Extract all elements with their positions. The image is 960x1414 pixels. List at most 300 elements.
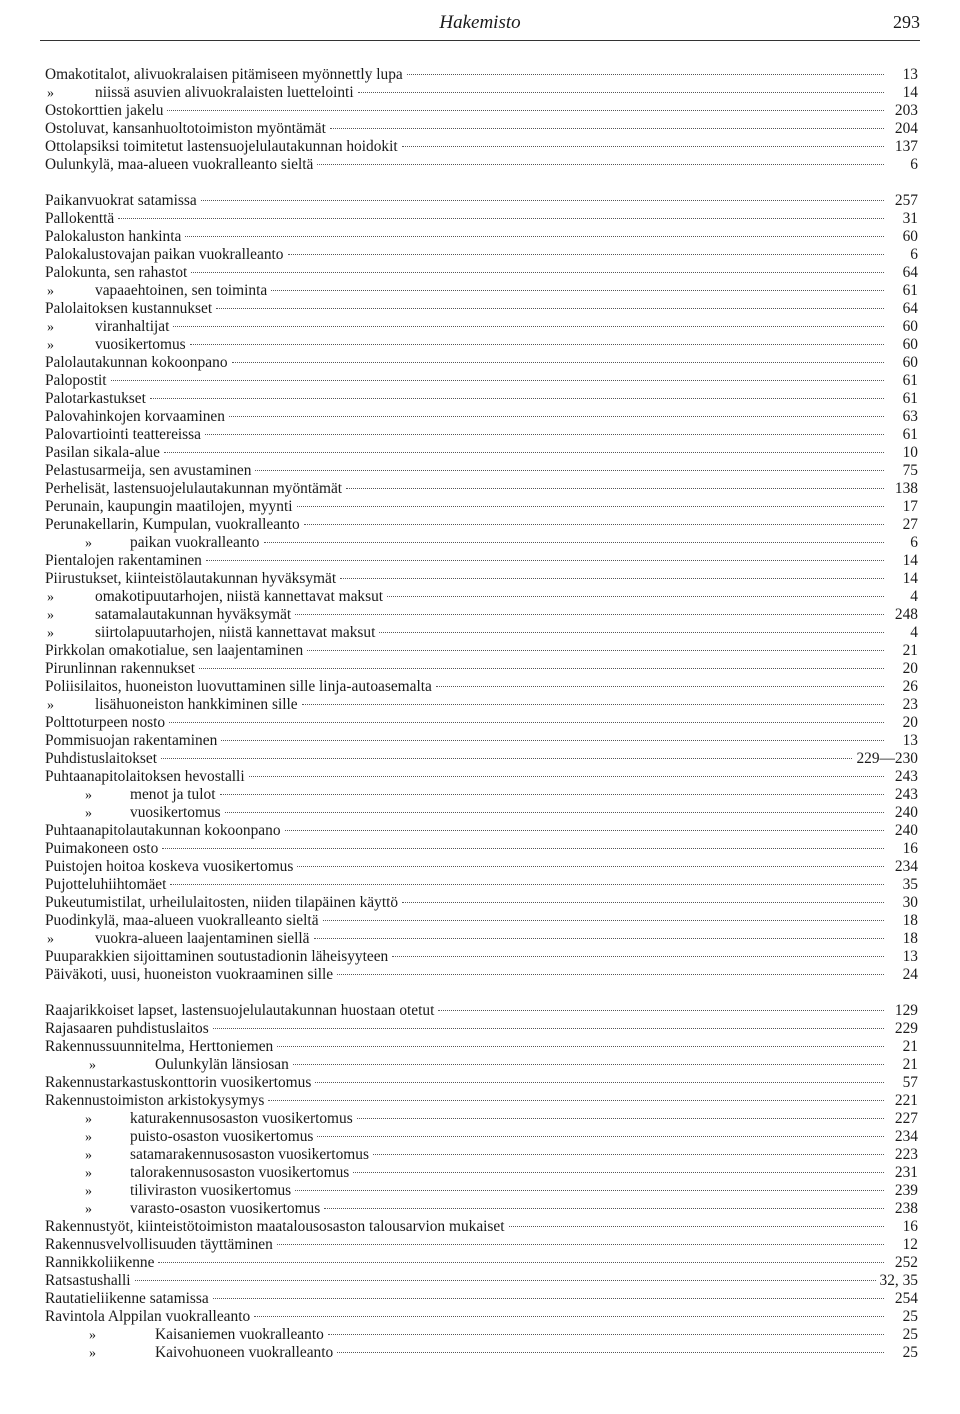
dot-leader xyxy=(232,362,884,363)
entry-page-number: 60 xyxy=(902,318,918,335)
index-entry xyxy=(45,660,918,678)
index-entry xyxy=(45,426,918,444)
dot-leader xyxy=(285,830,884,831)
index-subentry xyxy=(45,282,918,300)
index-entry xyxy=(45,480,918,498)
index-entry xyxy=(45,372,918,390)
dot-leader xyxy=(315,1082,884,1083)
entry-page-number: 61 xyxy=(902,426,918,443)
entry-label: satamalautakunnan hyväksymät xyxy=(95,606,292,623)
entry-label: paikan vuokralleanto xyxy=(130,534,260,551)
entry-page-number: 21 xyxy=(902,1056,918,1073)
entry-page-number: 14 xyxy=(902,552,918,569)
entry-page-number: 13 xyxy=(902,732,918,749)
entry-label: katurakennusosaston vuosikertomus xyxy=(130,1110,353,1127)
entry-page-number: 25 xyxy=(902,1344,918,1361)
dot-leader xyxy=(118,218,884,219)
index-subentry xyxy=(45,1344,918,1362)
entry-label: Rakennusvelvollisuuden täyttäminen xyxy=(45,1236,273,1253)
index-entry xyxy=(45,912,918,930)
entry-label: Ravintola Alppilan vuokralleanto xyxy=(45,1308,251,1325)
entry-label: Pommisuojan rakentaminen xyxy=(45,732,218,749)
entry-label: vapaaehtoinen, sen toiminta xyxy=(95,282,268,299)
entry-label: Päiväkoti, uusi, huoneiston vuokraaminen sille xyxy=(45,966,334,983)
index-entry xyxy=(45,570,918,588)
index-entry xyxy=(45,1038,918,1056)
index-entry xyxy=(45,228,918,246)
entry-label: Palokalustovajan paikan vuokralleanto xyxy=(45,246,284,263)
ditto-mark: » xyxy=(47,338,54,353)
dot-leader xyxy=(392,956,884,957)
dot-leader xyxy=(220,794,885,795)
entry-page-number: 13 xyxy=(902,948,918,965)
ditto-mark: » xyxy=(47,590,54,605)
entry-page-number: 240 xyxy=(894,822,918,839)
dot-leader xyxy=(264,542,885,543)
entry-page-number: 234 xyxy=(894,858,918,875)
dot-leader xyxy=(304,524,884,525)
index-entry xyxy=(45,1290,918,1308)
index-entry xyxy=(45,210,918,228)
entry-page-number: 4 xyxy=(910,624,918,641)
dot-leader xyxy=(307,650,884,651)
entry-page-number: 17 xyxy=(902,498,918,515)
index-entry xyxy=(45,462,918,480)
entry-page-number: 13 xyxy=(902,66,918,83)
entry-label: Palovahinkojen korvaaminen xyxy=(45,408,225,425)
entry-label: Rakennustyöt, kiinteistötoimiston maatalousosaston talousarvion mukaiset xyxy=(45,1218,505,1235)
index-subentry xyxy=(45,84,918,102)
entry-page-number: 18 xyxy=(902,930,918,947)
dot-leader xyxy=(293,1064,884,1065)
entry-label: Palotarkastukset xyxy=(45,390,146,407)
dot-leader xyxy=(407,74,884,75)
entry-label: vuosikertomus xyxy=(95,336,186,353)
entry-label: siirtolapuutarhojen, niistä kannettavat maksut xyxy=(95,624,376,641)
dot-leader xyxy=(277,1244,884,1245)
dot-leader xyxy=(255,470,884,471)
entry-label: Palovartiointi teattereissa xyxy=(45,426,201,443)
entry-page-number: 60 xyxy=(902,336,918,353)
entry-page-number: 24 xyxy=(902,966,918,983)
ditto-mark: » xyxy=(85,1184,92,1199)
dot-leader xyxy=(402,902,884,903)
dot-leader xyxy=(254,1316,884,1317)
dot-leader xyxy=(295,1190,884,1191)
entry-page-number: 6 xyxy=(910,156,918,173)
dot-leader xyxy=(340,578,884,579)
index-subentry xyxy=(45,336,918,354)
entry-page-number: 257 xyxy=(894,192,918,209)
ditto-mark: » xyxy=(47,86,54,101)
entry-label: Poliisilaitos, huoneiston luovuttaminen sille linja-autoasemalta xyxy=(45,678,432,695)
entry-label: Kaivohuoneen vuokralleanto xyxy=(155,1344,334,1361)
index-entry xyxy=(45,1236,918,1254)
dot-leader xyxy=(297,506,885,507)
entry-label: Ottolapsiksi toimitetut lastensuojelulautakunnan hoidokit xyxy=(45,138,398,155)
index-subentry xyxy=(45,930,918,948)
entry-page-number: 6 xyxy=(910,246,918,263)
ditto-mark: » xyxy=(85,806,92,821)
dot-leader xyxy=(271,290,884,291)
entry-page-number: 12 xyxy=(902,1236,918,1253)
index-subentry xyxy=(45,1182,918,1200)
index-entry xyxy=(45,552,918,570)
ditto-mark: » xyxy=(47,932,54,947)
entry-page-number: 231 xyxy=(894,1164,918,1181)
index-subentry xyxy=(45,1326,918,1344)
entry-page-number: 32, 35 xyxy=(879,1272,918,1289)
index-subentry xyxy=(45,624,918,642)
dot-leader xyxy=(337,1352,884,1353)
entry-page-number: 223 xyxy=(894,1146,918,1163)
entry-page-number: 23 xyxy=(902,696,918,713)
dot-leader xyxy=(357,1118,884,1119)
entry-label: Puimakoneen osto xyxy=(45,840,159,857)
entry-label: vuokra-alueen laajentaminen siellä xyxy=(95,930,310,947)
entry-label: Piirustukset, kiinteistölautakunnan hyväksymät xyxy=(45,570,337,587)
index-entry xyxy=(45,1074,918,1092)
ditto-mark: » xyxy=(47,698,54,713)
entry-label: Puuparakkien sijoittaminen soutustadionin läheisyyteen xyxy=(45,948,389,965)
entry-label: Pujotteluhiihtomäet xyxy=(45,876,167,893)
entry-label: talorakennusosaston vuosikertomus xyxy=(130,1164,350,1181)
dot-leader xyxy=(324,1208,884,1209)
entry-page-number: 137 xyxy=(894,138,918,155)
index-subentry xyxy=(45,534,918,552)
index-entry xyxy=(45,354,918,372)
entry-label: Polttoturpeen nosto xyxy=(45,714,166,731)
entry-page-number: 60 xyxy=(902,354,918,371)
entry-label: Palokunta, sen rahastot xyxy=(45,264,188,281)
dot-leader xyxy=(268,1100,884,1101)
dot-leader xyxy=(169,722,884,723)
entry-page-number: 60 xyxy=(902,228,918,245)
entry-label: Palopostit xyxy=(45,372,107,389)
entry-label: lisähuoneiston hankkiminen sille xyxy=(95,696,298,713)
dot-leader xyxy=(216,308,884,309)
index-subentry xyxy=(45,1146,918,1164)
entry-page-number: 16 xyxy=(902,840,918,857)
entry-page-number: 25 xyxy=(902,1308,918,1325)
dot-leader xyxy=(509,1226,884,1227)
page-number: 293 xyxy=(893,12,920,32)
entry-label: satamarakennusosaston vuosikertomus xyxy=(130,1146,369,1163)
entry-label: Oulunkylän länsiosan xyxy=(155,1056,289,1073)
entry-page-number: 238 xyxy=(894,1200,918,1217)
dot-leader xyxy=(221,740,884,741)
entry-page-number: 75 xyxy=(902,462,918,479)
entry-label: menot ja tulot xyxy=(130,786,216,803)
entry-label: Perunain, kaupungin maatilojen, myynti xyxy=(45,498,293,515)
ditto-mark: » xyxy=(85,1148,92,1163)
index-entry xyxy=(45,516,918,534)
dot-leader xyxy=(387,596,884,597)
index-entry xyxy=(45,390,918,408)
dot-leader xyxy=(170,884,884,885)
dot-leader xyxy=(288,254,885,255)
index-entry xyxy=(45,156,918,174)
entry-page-number: 27 xyxy=(902,516,918,533)
entry-label: Palolautakunnan kokoonpano xyxy=(45,354,228,371)
index-entry xyxy=(45,948,918,966)
index-entry xyxy=(45,822,918,840)
entry-label: Raajarikkoiset lapset, lastensuojelulautakunnan huostaan otetut xyxy=(45,1002,435,1019)
entry-label: Rakennussuunnitelma, Herttoniemen xyxy=(45,1038,274,1055)
page-header xyxy=(40,8,920,36)
entry-label: Omakotitalot, alivuokralaisen pitämiseen myönnettly lupa xyxy=(45,66,403,83)
entry-label: Perhelisät, lastensuojelulautakunnan myöntämät xyxy=(45,480,343,497)
dot-leader xyxy=(358,92,884,93)
dot-leader xyxy=(402,146,884,147)
entry-page-number: 138 xyxy=(894,480,918,497)
entry-label: Ratsastushalli xyxy=(45,1272,131,1289)
dot-leader xyxy=(277,1046,884,1047)
entry-label: Puistojen hoitoa koskeva vuosikertomus xyxy=(45,858,294,875)
dot-leader xyxy=(150,398,884,399)
index-entry xyxy=(45,1020,918,1038)
dot-leader xyxy=(302,704,884,705)
entry-page-number: 14 xyxy=(902,570,918,587)
dot-leader xyxy=(379,632,884,633)
entry-page-number: 35 xyxy=(902,876,918,893)
entry-page-number: 240 xyxy=(894,804,918,821)
entry-page-number: 64 xyxy=(902,264,918,281)
dot-leader xyxy=(111,380,884,381)
ditto-mark: » xyxy=(47,284,54,299)
entry-page-number: 234 xyxy=(894,1128,918,1145)
dot-leader xyxy=(317,164,884,165)
entry-page-number: 20 xyxy=(902,714,918,731)
entry-page-number: 204 xyxy=(894,120,918,137)
ditto-mark: » xyxy=(89,1346,96,1361)
index-entry xyxy=(45,1002,918,1020)
dot-leader xyxy=(158,1262,884,1263)
index-entry xyxy=(45,714,918,732)
index-entry xyxy=(45,642,918,660)
entry-label: Puhtaanapitolautakunnan kokoonpano xyxy=(45,822,281,839)
entry-page-number: 227 xyxy=(894,1110,918,1127)
entry-page-number: 16 xyxy=(902,1218,918,1235)
dot-leader xyxy=(436,686,884,687)
dot-leader xyxy=(330,128,884,129)
index-entry xyxy=(45,246,918,264)
entry-label: omakotipuutarhojen, niistä kannettavat maksut xyxy=(95,588,384,605)
entry-label: Pelastusarmeija, sen avustaminen xyxy=(45,462,252,479)
entry-page-number: 243 xyxy=(894,786,918,803)
index-entry xyxy=(45,66,918,84)
index-subentry xyxy=(45,588,918,606)
dot-leader xyxy=(213,1298,884,1299)
entry-page-number: 252 xyxy=(894,1254,918,1271)
index-subentry xyxy=(45,786,918,804)
index-entry xyxy=(45,1254,918,1272)
entry-page-number: 21 xyxy=(902,1038,918,1055)
index-entry xyxy=(45,768,918,786)
ditto-mark: » xyxy=(85,536,92,551)
ditto-mark: » xyxy=(47,320,54,335)
dot-leader xyxy=(161,758,852,759)
index-subentry xyxy=(45,804,918,822)
running-title: Hakemisto xyxy=(439,12,521,33)
dot-leader xyxy=(206,560,884,561)
entry-label: Rajasaaren puhdistuslaitos xyxy=(45,1020,209,1037)
index-entry xyxy=(45,732,918,750)
entry-page-number: 61 xyxy=(902,390,918,407)
entry-label: Kaisaniemen vuokralleanto xyxy=(155,1326,324,1343)
index-entry xyxy=(45,120,918,138)
dot-leader xyxy=(185,236,884,237)
entry-label: Palolaitoksen kustannukset xyxy=(45,300,213,317)
index-entry xyxy=(45,138,918,156)
entry-label: Pukeutumistilat, urheilulaitosten, niiden tilapäinen käyttö xyxy=(45,894,399,911)
dot-leader xyxy=(337,974,884,975)
entry-label: Pallokenttä xyxy=(45,210,115,227)
entry-label: Pasilan sikala-alue xyxy=(45,444,160,461)
ditto-mark: » xyxy=(89,1058,96,1073)
entry-page-number: 239 xyxy=(894,1182,918,1199)
ditto-mark: » xyxy=(85,1166,92,1181)
entry-label: vuosikertomus xyxy=(130,804,221,821)
entry-page-number: 18 xyxy=(902,912,918,929)
dot-leader xyxy=(229,416,884,417)
entry-label: Ostokorttien jakelu xyxy=(45,102,164,119)
entry-label: Rannikkoliikenne xyxy=(45,1254,155,1271)
dot-leader xyxy=(205,434,884,435)
entry-page-number: 63 xyxy=(902,408,918,425)
index-entry xyxy=(45,1092,918,1110)
entry-page-number: 61 xyxy=(902,282,918,299)
index-subentry xyxy=(45,1164,918,1182)
dot-leader xyxy=(317,1136,884,1137)
ditto-mark: » xyxy=(85,1130,92,1145)
dot-leader xyxy=(314,938,884,939)
entry-page-number: 6 xyxy=(910,534,918,551)
index-subentry xyxy=(45,1200,918,1218)
entry-page-number: 243 xyxy=(894,768,918,785)
entry-label: Rautatieliikenne satamissa xyxy=(45,1290,209,1307)
entry-label: Puhtaanapitolaitoksen hevostalli xyxy=(45,768,245,785)
entry-page-number: 254 xyxy=(894,1290,918,1307)
entry-page-number: 221 xyxy=(894,1092,918,1109)
index-entry xyxy=(45,858,918,876)
entry-label: Ostoluvat, kansanhuoltotoimiston myöntämät xyxy=(45,120,326,137)
entry-page-number: 229—230 xyxy=(856,750,918,767)
header-rule xyxy=(40,40,920,41)
entry-page-number: 21 xyxy=(902,642,918,659)
entry-label: Puhdistuslaitokset xyxy=(45,750,158,767)
dot-leader xyxy=(191,272,884,273)
entry-label: puisto-osaston vuosikertomus xyxy=(130,1128,314,1145)
entry-page-number: 57 xyxy=(902,1074,918,1091)
ditto-mark: » xyxy=(89,1328,96,1343)
index-entry xyxy=(45,1272,918,1290)
dot-leader xyxy=(346,488,884,489)
entry-page-number: 14 xyxy=(902,84,918,101)
dot-leader xyxy=(297,866,884,867)
ditto-mark: » xyxy=(47,608,54,623)
entry-label: tiliviraston vuosikertomus xyxy=(130,1182,292,1199)
entry-label: Oulunkylä, maa-alueen vuokralleanto sieltä xyxy=(45,156,314,173)
entry-label: Pientalojen rakentaminen xyxy=(45,552,202,569)
entry-label: niissä asuvien alivuokralaisten luettelointi xyxy=(95,84,354,101)
entry-label: Puodinkylä, maa-alueen vuokralleanto sieltä xyxy=(45,912,319,929)
entry-page-number: 10 xyxy=(902,444,918,461)
entry-page-number: 20 xyxy=(902,660,918,677)
entry-label: Rakennustarkastuskonttorin vuosikertomus xyxy=(45,1074,312,1091)
entry-label: Perunakellarin, Kumpulan, vuokralleanto xyxy=(45,516,300,533)
index-entry xyxy=(45,498,918,516)
dot-leader xyxy=(225,812,884,813)
dot-leader xyxy=(373,1154,884,1155)
index-subentry xyxy=(45,318,918,336)
index-entry xyxy=(45,750,918,768)
entry-page-number: 30 xyxy=(902,894,918,911)
index-entry xyxy=(45,840,918,858)
dot-leader xyxy=(199,668,884,669)
dot-leader xyxy=(164,452,884,453)
entry-page-number: 25 xyxy=(902,1326,918,1343)
entry-label: Palokaluston hankinta xyxy=(45,228,182,245)
ditto-mark: » xyxy=(85,1202,92,1217)
index-entry xyxy=(45,678,918,696)
entry-page-number: 229 xyxy=(894,1020,918,1037)
entry-page-number: 64 xyxy=(902,300,918,317)
dot-leader xyxy=(213,1028,884,1029)
index-entry xyxy=(45,876,918,894)
ditto-mark: » xyxy=(85,788,92,803)
dot-leader xyxy=(323,920,884,921)
index-subentry xyxy=(45,1056,918,1074)
entry-page-number: 248 xyxy=(894,606,918,623)
entry-page-number: 26 xyxy=(902,678,918,695)
entry-label: Rakennustoimiston arkistokysymys xyxy=(45,1092,265,1109)
dot-leader xyxy=(135,1280,876,1281)
entry-label: Pirkkolan omakotialue, sen laajentaminen xyxy=(45,642,304,659)
entry-label: viranhaltijat xyxy=(95,318,170,335)
index-entry xyxy=(45,444,918,462)
index-entry xyxy=(45,894,918,912)
index-entry xyxy=(45,192,918,210)
entry-page-number: 61 xyxy=(902,372,918,389)
index-subentry xyxy=(45,1110,918,1128)
entry-label: varasto-osaston vuosikertomus xyxy=(130,1200,321,1217)
index-entry xyxy=(45,408,918,426)
dot-leader xyxy=(295,614,884,615)
index-subentry xyxy=(45,696,918,714)
dot-leader xyxy=(173,326,884,327)
index-entry xyxy=(45,1218,918,1236)
dot-leader xyxy=(167,110,884,111)
index-entries xyxy=(45,66,918,1362)
ditto-mark: » xyxy=(47,626,54,641)
dot-leader xyxy=(162,848,884,849)
dot-leader xyxy=(353,1172,884,1173)
dot-leader xyxy=(438,1010,884,1011)
index-entry xyxy=(45,1308,918,1326)
index-entry xyxy=(45,264,918,282)
index-subentry xyxy=(45,1128,918,1146)
entry-label: Pirunlinnan rakennukset xyxy=(45,660,196,677)
index-entry xyxy=(45,300,918,318)
index-entry xyxy=(45,102,918,120)
index-entry xyxy=(45,966,918,984)
index-subentry xyxy=(45,606,918,624)
entry-label: Paikanvuokrat satamissa xyxy=(45,192,197,209)
dot-leader xyxy=(201,200,884,201)
entry-page-number: 4 xyxy=(910,588,918,605)
dot-leader xyxy=(190,344,884,345)
